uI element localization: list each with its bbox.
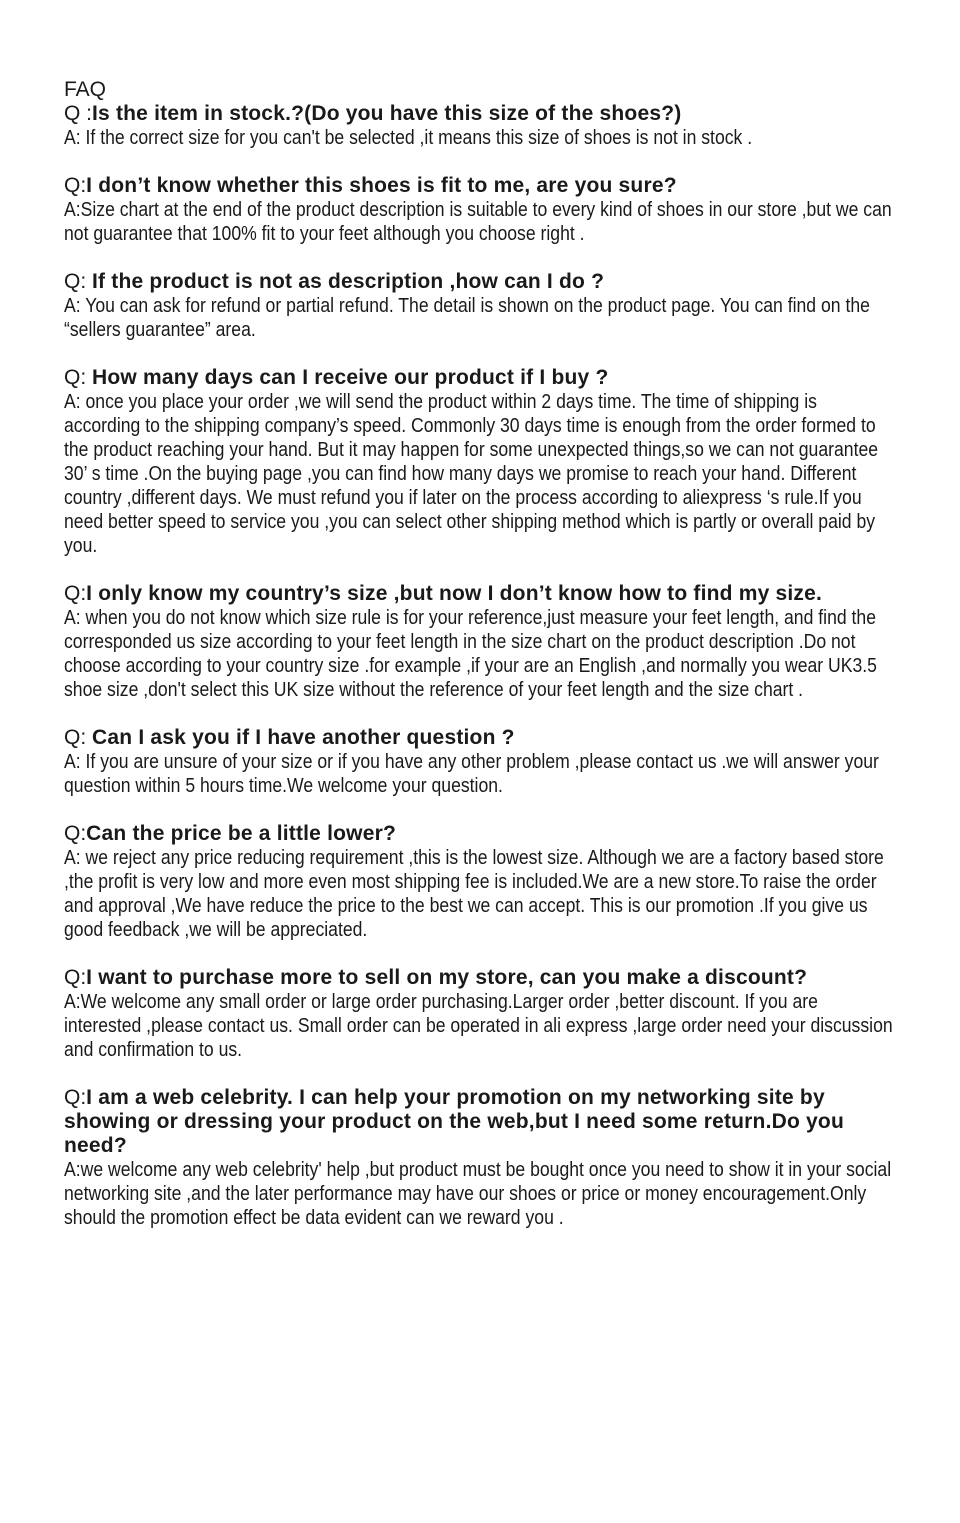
question-text: I am a web celebrity. I can help your promotion on my networking site by showing or dressing your product on the web,but I need some return.Do you need? bbox=[64, 1086, 844, 1157]
answer-text: A:Size chart at the end of the product description is suitable to every kind of shoes in our store ,but we can not guarantee that 100% fit to your feet although you choose right . bbox=[64, 199, 892, 245]
question-prefix: Q: bbox=[64, 822, 87, 845]
question-prefix: Q: bbox=[64, 366, 93, 389]
faq-item-delivery-days bbox=[64, 366, 894, 558]
question bbox=[64, 270, 894, 294]
question-text: Is the item in stock.?(Do you have this size of the shoes?) bbox=[92, 102, 682, 125]
answer-text: A:We welcome any small order or large order purchasing.Larger order ,better discount. If you are interested ,please contact us. Small order can be operated in ali express ,large order need your discussion and confirmation to us. bbox=[64, 991, 893, 1061]
question bbox=[64, 966, 894, 990]
question-prefix: Q: bbox=[64, 582, 87, 605]
faq-item-country-size bbox=[64, 582, 894, 702]
question-text: I want to purchase more to sell on my store, can you make a discount? bbox=[86, 966, 808, 989]
faq-title: FAQ bbox=[64, 78, 107, 101]
question-text: I only know my country’s size ,but now I don’t know how to find my size. bbox=[86, 582, 823, 605]
faq-item-another-question bbox=[64, 726, 894, 798]
question-prefix: Q : bbox=[64, 102, 93, 125]
answer-text: A: If you are unsure of your size or if you have any other problem ,please contact us .we will answer your question within 5 hours time.We welcome your question. bbox=[64, 751, 879, 797]
question-text: I don’t know whether this shoes is fit to me, are you sure? bbox=[86, 174, 677, 197]
question bbox=[64, 366, 894, 390]
faq-item-not-as-description bbox=[64, 270, 894, 342]
faq-page bbox=[64, 78, 894, 1254]
answer-text: A: If the correct size for you can't be selected ,it means this size of shoes is not in stock . bbox=[64, 127, 753, 149]
question bbox=[64, 1086, 894, 1158]
question bbox=[64, 174, 894, 198]
question-text: If the product is not as description ,how can I do ? bbox=[92, 270, 605, 293]
question-text: Can I ask you if I have another question ? bbox=[92, 726, 515, 749]
answer-text: A: You can ask for refund or partial refund. The detail is shown on the product page. You can find on the “sellers guarantee” area. bbox=[64, 295, 870, 341]
question bbox=[64, 726, 894, 750]
question bbox=[64, 822, 894, 846]
question-prefix: Q: bbox=[64, 1086, 87, 1109]
question-prefix: Q: bbox=[64, 726, 93, 749]
question bbox=[64, 582, 894, 606]
answer-text: A:we welcome any web celebrity' help ,but product must be bought once you need to show it in your social networking site ,and the later performance may have our shoes or price or money encouragement.Only should the promotion effect be data evident can we reward you . bbox=[64, 1159, 892, 1229]
question-prefix: Q: bbox=[64, 174, 87, 197]
question-prefix: Q: bbox=[64, 270, 93, 293]
question-text: How many days can I receive our product if I buy ? bbox=[92, 366, 609, 389]
question bbox=[64, 102, 894, 126]
question-text: Can the price be a little lower? bbox=[86, 822, 396, 845]
answer-text: A: when you do not know which size rule is for your reference,just measure your feet length, and find the corresponded us size according to your feet length in the size chart on the product description .Do not choose according to your country size .for example ,if your are an English ,and normally you wear UK3.5 shoe size ,don't select this UK size without the reference of your feet length and the size chart . bbox=[64, 607, 877, 701]
answer-text: A: we reject any price reducing requirement ,this is the lowest size. Although we are a factory based store ,the profit is very low and more even most shipping fee is included.We are a new store.To raise the order and approval ,We have reduce the price to the best we can accept. This is our promotion .If you give us good feedback ,we will be appreciated. bbox=[64, 847, 884, 941]
faq-item-discount bbox=[64, 966, 894, 1062]
faq-item-web-celebrity bbox=[64, 1086, 894, 1230]
faq-item-lower-price bbox=[64, 822, 894, 942]
question-prefix: Q: bbox=[64, 966, 87, 989]
faq-item-stock bbox=[64, 102, 894, 150]
answer-text: A: once you place your order ,we will send the product within 2 days time. The time of shipping is according to the shipping company’s speed. Commonly 30 days time is enough from the order formed to the product reaching your hand. But it may happen for some unexpected things,so we can not guarantee 30’ s time .On the buying page ,you can find how many days we promise to reach your hand. Different country ,different days. We must refund you if later on the process according to aliexpress ‘s rule.If you need better speed to service you ,you can select other shipping method which is partly or overall paid by you. bbox=[64, 391, 879, 557]
faq-item-fit bbox=[64, 174, 894, 246]
